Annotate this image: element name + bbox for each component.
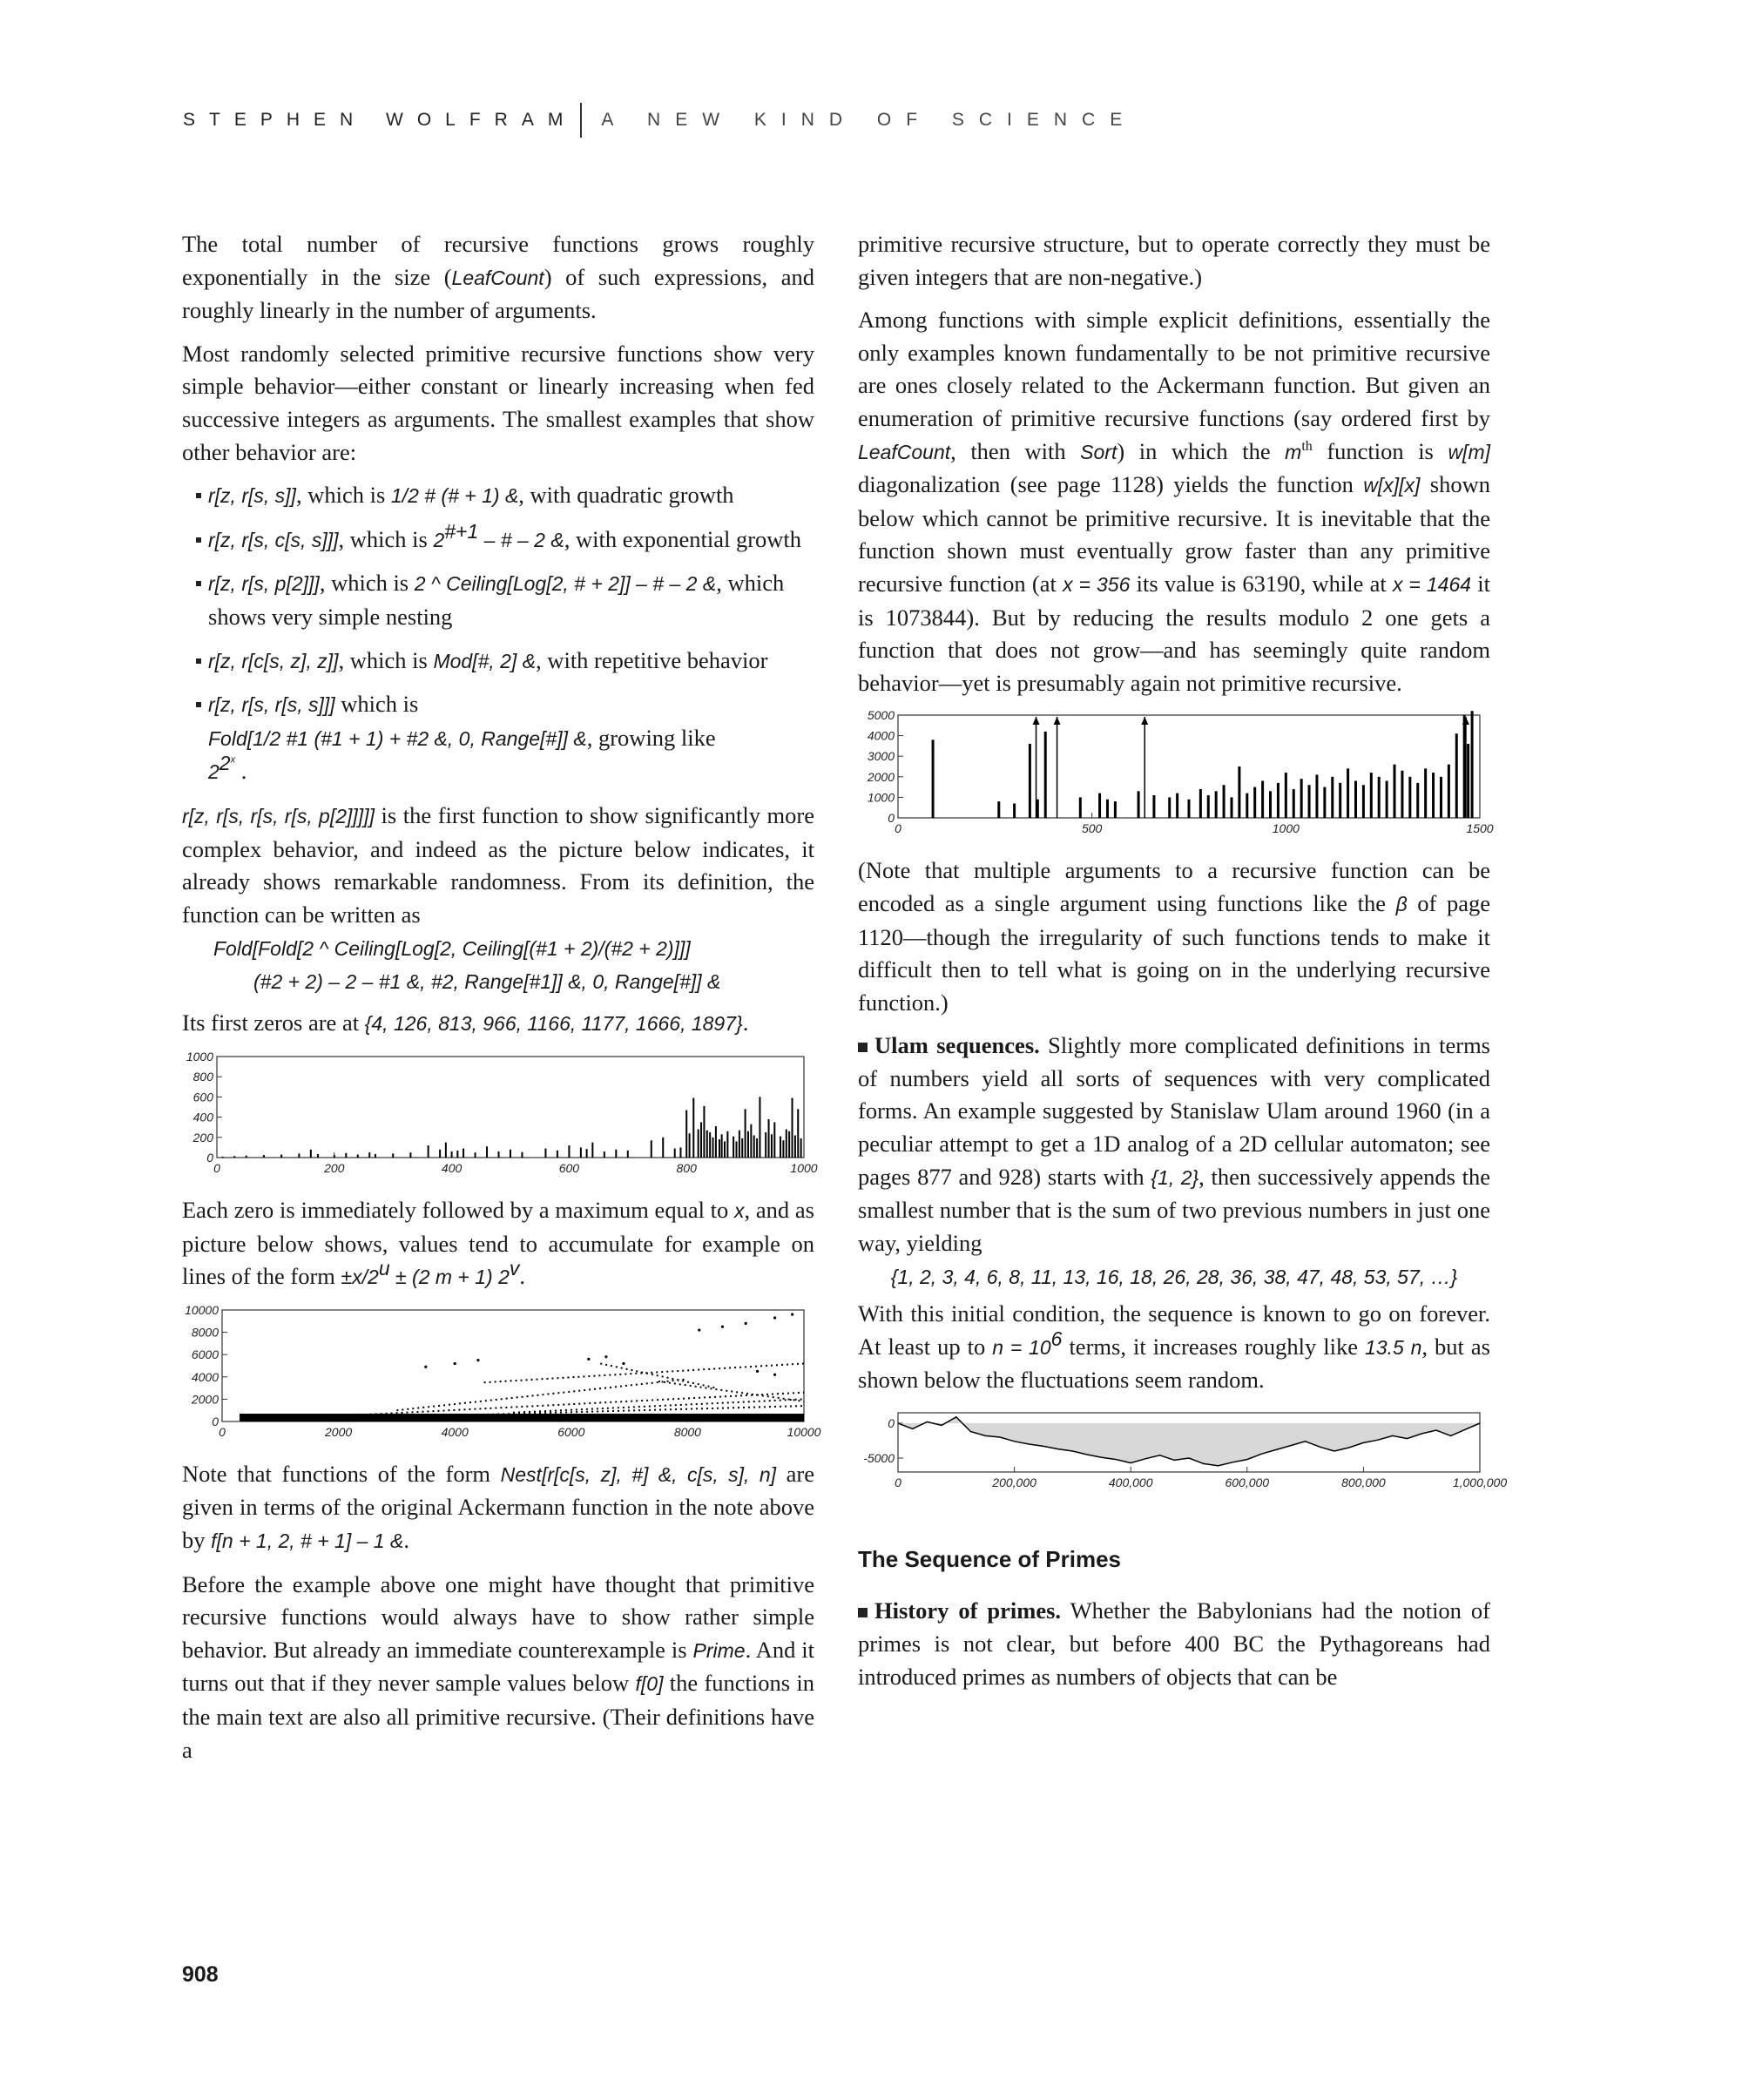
x-tick-label: 400,000 <box>1108 1475 1153 1489</box>
y-tick-label: 0 <box>212 1414 219 1428</box>
list-item: r[z, r[c[s, z], z]], which is Mod[#, 2] &, with repetitive behavior <box>182 645 814 679</box>
x-tick-label: 2000 <box>325 1424 353 1439</box>
data-point-line <box>658 1381 804 1401</box>
paragraph: Among functions with simple explicit definitions, essentially the only examples known fundamentally to be not primitive recursive are ones closely related to the Ackermann function. But given an enumeration of primitive recursive functions (say ordered first by LeafCount, then with Sort) in which the $m^{th}$ function is w[m] diagonalization (see page 1128) yields the function w[x][x] shown below which cannot be primitive recursive. It is inevitable that the function shown must eventually grow faster than any primitive recursive function (at x = 356 its value is 63190, while at x = 1464 it is 1073844). But by reducing the results modulo 2 one gets a function that does not grow—and has seemingly quite random behavior—yet is presumably again not primitive recursive. <box>858 307 1490 696</box>
x-tick-label: 0 <box>213 1161 220 1176</box>
y-tick-label: 0 <box>206 1151 213 1165</box>
y-tick-label: 0 <box>888 811 895 826</box>
data-point <box>454 1362 456 1365</box>
x-tick-label: 1,000,000 <box>1452 1475 1508 1489</box>
x-tick-label: 0 <box>895 821 901 836</box>
list-item: r[z, r[s, s]], which is 1/2 # (# + 1) &, with quadratic growth <box>182 479 814 513</box>
x-tick-label: 600 <box>558 1161 580 1176</box>
y-tick-label: 2000 <box>191 1392 219 1407</box>
formula: {1, 2, 3, 4, 6, 8, 11, 13, 16, 18, 26, 28, 36, 38, 47, 48, 53, 57, …} <box>890 1266 1458 1289</box>
page-number: 908 <box>182 1962 219 1987</box>
section-marker <box>858 1043 868 1052</box>
overflow-arrow-head <box>1033 717 1040 725</box>
data-point <box>791 1313 793 1315</box>
data-point <box>698 1328 700 1331</box>
x-tick-label: 800 <box>676 1161 697 1176</box>
x-tick-label: 400 <box>441 1161 463 1176</box>
paragraph: The total number of recursive functions grows roughly exponentially in the size (LeafCount) of such expressions, and roughly linearly in the number of arguments. <box>182 231 814 324</box>
recursive-function-plot <box>182 1050 818 1180</box>
x-tick-label: 500 <box>1081 821 1103 836</box>
list-item: r[z, r[s, r[s, s]]] which is Fold[1/2 #1 (#1 + 1) + #2 &, 0, Range[#]] &, growing like $2^{2^x}$ . <box>182 688 814 789</box>
paragraph: Before the example above one might have thought that primitive recursive functions would always have to show rather simple behavior. But already an immediate counterexample is Prime. And it turns out that if they never sample values below f[0] the functions in the main text are also all primitive recursive. (Their definitions have a <box>182 1570 814 1763</box>
x-tick-label: 8000 <box>673 1424 701 1439</box>
data-point-line <box>600 1363 717 1388</box>
paragraph: With this initial condition, the sequence is known to go on forever. At least up to $n = 10^6$ terms, it increases roughly like 13.5 n, but as shown below the fluctuations seem random. <box>858 1300 1490 1394</box>
section-title: The Sequence of Primes <box>858 1545 1121 1572</box>
y-tick-label: -5000 <box>863 1450 895 1465</box>
running-head <box>183 103 1137 138</box>
y-tick-label: 6000 <box>191 1347 219 1362</box>
accumulation-lines-plot <box>182 1302 821 1444</box>
book-title: A NEW KIND OF SCIENCE <box>601 110 1138 130</box>
y-tick-label: 4000 <box>191 1369 219 1384</box>
x-tick-label: 1000 <box>1272 821 1300 836</box>
x-tick-label: 1000 <box>790 1161 818 1176</box>
plot-frame <box>222 1310 804 1421</box>
x-tick-label: 4000 <box>441 1424 469 1439</box>
y-tick-label: 2000 <box>867 770 895 785</box>
list-item: r[z, r[s, c[s, s]]], which is $2^{\#+1}$ – # – 2 &, with exponential growth <box>182 523 814 557</box>
paragraph: Note that functions of the form Nest[r[c[s, z], #] &, c[s, s], n] are given in terms of the original Ackermann function in the note above by f[n + 1, 2, # + 1] – 1 &. <box>182 1460 814 1554</box>
y-tick-label: 400 <box>192 1110 213 1124</box>
x-tick-label: 600,000 <box>1225 1475 1270 1489</box>
author-name: STEPHEN WOLFRAM <box>183 110 577 130</box>
x-tick-label: 1500 <box>1466 821 1494 836</box>
data-point <box>604 1355 607 1358</box>
example-list <box>182 479 814 789</box>
data-point <box>424 1366 427 1368</box>
y-tick-label: 10000 <box>185 1302 219 1317</box>
paragraph: Its first zeros are at {4, 126, 813, 966, 1166, 1177, 1666, 1897}. <box>182 1009 749 1036</box>
x-tick-label: 200 <box>324 1161 345 1176</box>
data-point <box>587 1358 590 1361</box>
formula: (#2 + 2) – 2 – #1 &, #2, Range[#1]] &, 0, Range[#]] & <box>253 969 721 993</box>
section-marker <box>858 1608 868 1617</box>
paragraph: (Note that multiple arguments to a recursive function can be encoded as a single argument using functions like the β of page 1120—though the irregularity of such functions tends to make it difficult then to tell what is going on in the underlying recursive function.) <box>858 857 1490 1016</box>
formula: Fold[Fold[2 ^ Ceiling[Log[2, Ceiling[(#1 + 2)/(#2 + 2)]]] <box>213 937 691 961</box>
list-item: r[z, r[s, p[2]]], which is 2 ^ Ceiling[Log[2, # + 2]] – # – 2 &, which shows very simple nesting <box>182 567 814 633</box>
paragraph: r[z, r[s, r[s, r[s, p[2]]]]] is the first function to show significantly more complex behavior, and indeed as the picture below indicates, it already shows remarkable randomness. From its definition, the function can be written as <box>182 801 814 928</box>
data-point-cluster <box>240 1414 804 1421</box>
y-tick-label: 1000 <box>867 790 895 805</box>
data-point <box>476 1359 479 1361</box>
data-point-line <box>484 1363 804 1382</box>
y-tick-label: 0 <box>888 1415 895 1430</box>
y-tick-label: 4000 <box>867 728 895 743</box>
y-tick-label: 800 <box>192 1070 213 1084</box>
data-point <box>721 1325 724 1327</box>
data-point-line <box>513 1399 804 1412</box>
paragraph: primitive recursive structure, but to operate correctly they must be given integers that are non-negative.) <box>858 231 1490 290</box>
paragraph: Ulam sequences. Slightly more complicated definitions in terms of numbers yield all sorts of sequences with very complicated forms. An example suggested by Stanislaw Ulam around 1960 (in a peculiar attempt to get a 1D analog of a 2D cellular automaton; see pages 877 and 928) starts with {1, 2}, then successively appends the smallest number that is the sum of two previous numbers in just one way, yielding <box>858 1032 1490 1256</box>
x-tick-label: 800,000 <box>1341 1475 1386 1489</box>
data-point <box>773 1373 776 1375</box>
paragraph: Most randomly selected primitive recursive functions show very simple behavior—either constant or linearly increasing when fed successive integers as arguments. The smallest examples that show other behavior are: <box>182 340 814 465</box>
right-column <box>858 228 1508 1704</box>
data-point <box>756 1370 759 1373</box>
y-tick-label: 200 <box>192 1130 213 1145</box>
y-tick-label: 5000 <box>867 708 895 723</box>
paragraph: History of primes. Whether the Babylonians had the notion of primes is not clear, but before 400 BC the Pythagoreans had introduced primes as numbers of objects that can be <box>858 1597 1490 1690</box>
left-column <box>182 228 821 1777</box>
x-tick-label: 0 <box>895 1475 901 1489</box>
x-tick-label: 200,000 <box>992 1475 1036 1489</box>
data-point <box>773 1316 776 1319</box>
data-point <box>745 1322 747 1325</box>
x-tick-label: 10000 <box>787 1424 821 1439</box>
diagonalization-plot <box>858 708 1494 841</box>
overflow-arrow-head <box>1054 717 1061 725</box>
y-tick-label: 1000 <box>186 1050 213 1064</box>
x-tick-label: 0 <box>219 1424 226 1439</box>
paragraph: Each zero is immediately followed by a maximum equal to x, and as picture below shows, values tend to accumulate for example on lines of the form $\pm x/2^u \pm (2$ m + 1) 2$^v$. <box>182 1197 814 1290</box>
ulam-fluctuation-plot <box>858 1408 1508 1495</box>
x-tick-label: 6000 <box>557 1424 585 1439</box>
overflow-arrow-head <box>1141 717 1148 725</box>
header-divider <box>580 103 582 138</box>
y-tick-label: 8000 <box>191 1325 219 1340</box>
data-point <box>622 1362 625 1365</box>
y-tick-label: 3000 <box>867 749 895 764</box>
y-tick-label: 600 <box>192 1090 213 1104</box>
